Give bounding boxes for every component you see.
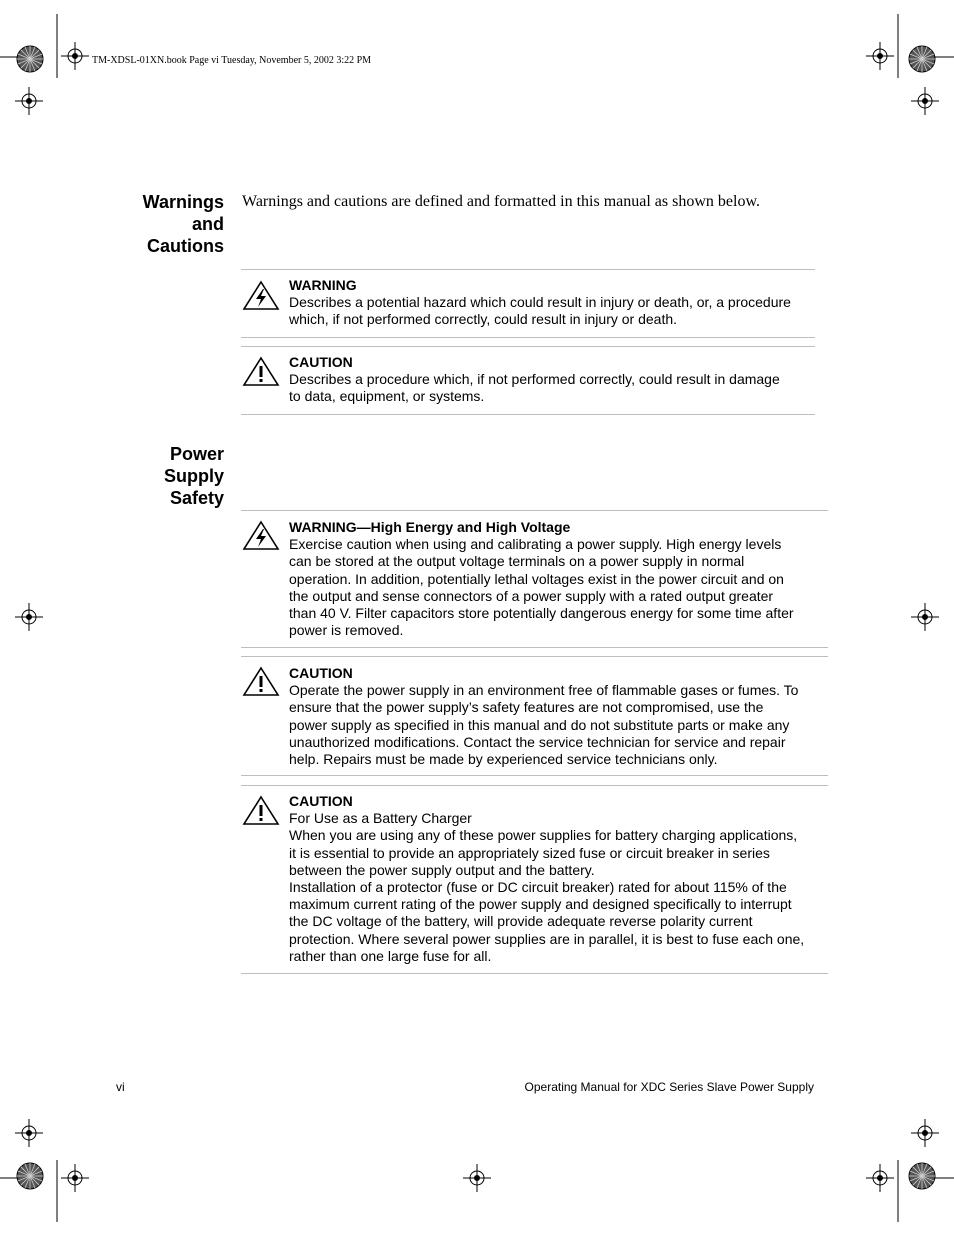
- registration-target-icon: [463, 1164, 491, 1192]
- notice-line: operation. In addition, potentially lethal voltages exist in the power circuit and on: [289, 570, 784, 587]
- high-voltage-warning-icon: [242, 520, 280, 552]
- section-heading-power-supply-safety: [164, 443, 224, 509]
- notice-title: CAUTION: [289, 354, 353, 370]
- notice-line: help. Repairs must be made by experienced service technicians only.: [289, 751, 718, 768]
- caution-exclamation-icon: [242, 356, 280, 388]
- caution-exclamation-icon: [242, 666, 280, 698]
- notice-caution-environment: [289, 665, 798, 768]
- notice-line: the DC voltage of the battery, will provide adequate reverse polarity current: [289, 913, 753, 930]
- divider: [241, 414, 815, 415]
- heading-line: Supply: [163, 466, 224, 486]
- color-wheel-target-icon: [17, 46, 43, 72]
- registration-target-icon: [15, 1119, 43, 1147]
- notice-warning-high-voltage: [289, 519, 794, 639]
- registration-target-icon: [911, 1119, 939, 1147]
- registration-target-icon: [15, 603, 43, 631]
- notice-line: Installation of a protector (fuse or DC circuit breaker) rated for about 115% of the: [289, 879, 787, 896]
- footer-manual-title: Operating Manual for XDC Series Slave Power Supply: [524, 1080, 814, 1094]
- notice-line: than 40 V. Filter capacitors store potentially dangerous energy for some time after: [289, 605, 794, 622]
- notice-line: between the power supply output and the battery.: [289, 861, 595, 878]
- notice-title: WARNING—High Energy and High Voltage: [289, 519, 571, 535]
- notice-line: power supply as specified in this manual and do not substitute parts or make any: [289, 716, 790, 733]
- intro-paragraph: Warnings and cautions are defined and formatted in this manual as shown below.: [242, 193, 760, 210]
- notice-line: Describes a potential hazard which could result in injury or death, or, a procedure: [289, 294, 791, 311]
- notice-line: which, if not performed correctly, could result in injury or death.: [289, 311, 678, 328]
- notice-title: CAUTION: [289, 665, 353, 681]
- page-number: vi: [116, 1080, 125, 1094]
- notice-line: rather than one large fuse for all.: [289, 947, 492, 964]
- high-voltage-warning-icon: [242, 280, 280, 312]
- color-wheel-target-icon: [17, 1163, 43, 1189]
- registration-target-icon: [866, 1164, 894, 1192]
- file-info-header: TM-XDSL-01XN.book Page vi Tuesday, November 5, 2002 3:22 PM: [92, 55, 372, 66]
- divider: [241, 346, 815, 347]
- registration-target-icon: [866, 42, 894, 70]
- color-wheel-target-icon: [909, 46, 935, 72]
- notice-caution-battery-charger: [289, 793, 804, 965]
- notice-warning-definition: [289, 277, 791, 329]
- registration-target-icon: [911, 87, 939, 115]
- notice-line: power is removed.: [289, 622, 404, 639]
- color-wheel-target-icon: [909, 1163, 935, 1189]
- notice-line: unauthorized modifications. Contact the service technician for service and repair: [289, 733, 786, 750]
- notice-line: to data, equipment, or systems.: [289, 388, 485, 405]
- notice-line: ensure that the power supply’s safety features are not compromised, use the: [289, 699, 764, 716]
- heading-line: Cautions: [146, 236, 224, 256]
- heading-line: Power: [169, 444, 224, 464]
- divider: [241, 775, 828, 776]
- notice-line: Exercise caution when using and calibrating a power supply. High energy levels: [289, 536, 782, 553]
- heading-line: and: [191, 214, 224, 234]
- registration-target-icon: [15, 87, 43, 115]
- notice-caution-definition: [289, 354, 780, 406]
- section-heading-warnings: [143, 191, 224, 257]
- notice-line: When you are using any of these power supplies for battery charging applications,: [289, 827, 798, 844]
- notice-line: Operate the power supply in an environment free of flammable gases or fumes. To: [289, 682, 799, 699]
- notice-line: Describes a procedure which, if not performed correctly, could result in damage: [289, 371, 780, 388]
- heading-line: Warnings: [142, 192, 224, 212]
- notice-line: it is essential to provide an appropriately sized fuse or circuit breaker in series: [289, 844, 770, 861]
- registration-target-icon: [61, 1164, 89, 1192]
- divider: [241, 510, 828, 511]
- registration-target-icon: [61, 42, 89, 70]
- divider: [241, 647, 828, 648]
- notice-line: For Use as a Battery Charger: [289, 810, 472, 827]
- notice-title: CAUTION: [289, 793, 353, 809]
- notice-line: maximum current rating of the power supply and designed specifically to interrupt: [289, 896, 792, 913]
- divider: [241, 785, 828, 786]
- notice-title: WARNING: [289, 277, 357, 293]
- divider: [241, 656, 828, 657]
- divider: [241, 269, 815, 270]
- notice-line: the output and sense connectors of a power supply with a rated output greater: [289, 587, 774, 604]
- divider: [241, 337, 815, 338]
- notice-line: protection. Where several power supplies are in parallel, it is best to fuse each one,: [289, 930, 805, 947]
- notice-line: can be stored at the output voltage terminals on a power supply in normal: [289, 553, 745, 570]
- heading-line: Safety: [169, 488, 224, 508]
- divider: [241, 973, 828, 974]
- caution-exclamation-icon: [242, 795, 280, 827]
- registration-target-icon: [911, 603, 939, 631]
